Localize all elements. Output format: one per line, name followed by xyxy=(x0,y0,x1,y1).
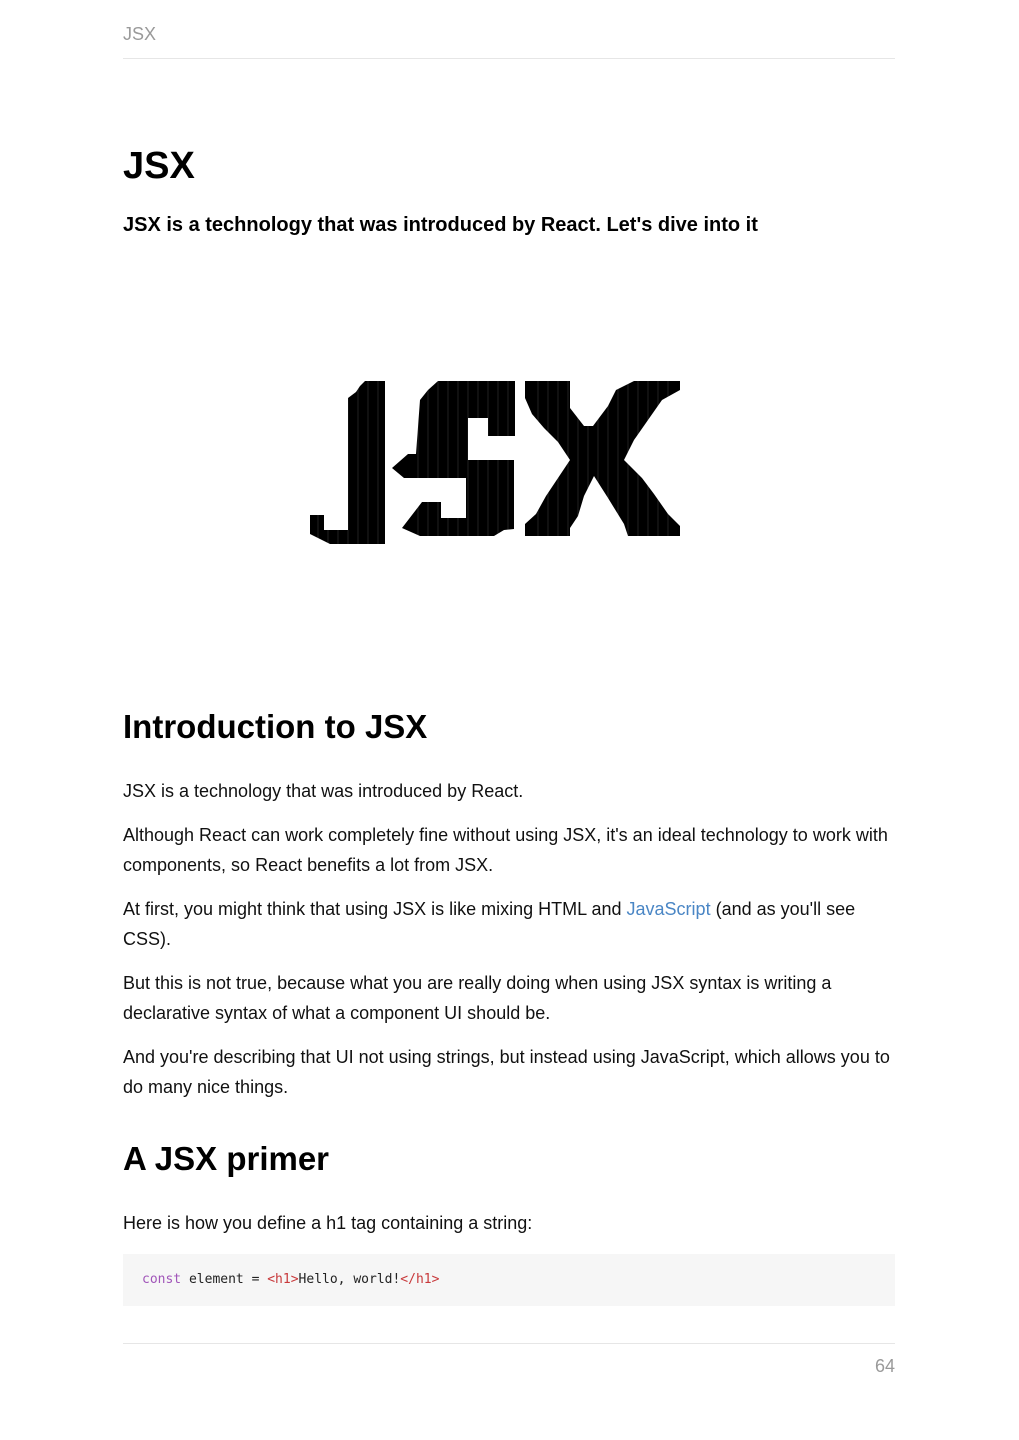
document-page xyxy=(123,0,895,1440)
footer-divider xyxy=(123,1343,895,1344)
code-string: Hello, world! xyxy=(298,1272,401,1287)
intro-paragraph-1: JSX is a technology that was introduced by React. xyxy=(123,781,524,801)
running-header: JSX xyxy=(123,24,157,44)
intro-paragraph-3 xyxy=(123,895,895,954)
jsx-logo-image xyxy=(308,378,683,548)
code-open-tag: <h1> xyxy=(267,1272,299,1287)
chapter-subtitle: JSX is a technology that was introduced by React. Let's dive into it xyxy=(123,214,758,236)
page-number: 64 xyxy=(874,1356,895,1376)
jsx-logo-icon xyxy=(308,378,683,548)
javascript-link[interactable]: JavaScript xyxy=(626,899,711,919)
code-block xyxy=(123,1254,895,1306)
section-heading-jsx-primer: A JSX primer xyxy=(123,1140,330,1177)
intro-paragraph-5: And you're describing that UI not using strings, but instead using JavaScript, which allows you to do many nice things. xyxy=(123,1047,890,1097)
intro-paragraph-4: But this is not true, because what you are really doing when using JSX syntax is writing a declarative syntax of what a component UI should be. xyxy=(123,973,832,1023)
code-text: element = xyxy=(181,1272,268,1287)
section-heading-introduction: Introduction to JSX xyxy=(123,708,428,745)
intro-paragraph-3-text-before: At first, you might think that using JSX is like mixing HTML and xyxy=(123,899,627,919)
chapter-title: JSX xyxy=(123,145,195,187)
intro-paragraph-2: Although React can work completely fine without using JSX, it's an ideal technology to work with components, so React benefits a lot from JSX. xyxy=(123,825,888,875)
code-keyword: const xyxy=(142,1272,182,1287)
code-close-tag: </h1> xyxy=(400,1272,440,1287)
header-divider xyxy=(123,58,895,59)
primer-paragraph-1: Here is how you define a h1 tag containing a string: xyxy=(123,1213,533,1233)
intro-paragraph-3-text-after: (and as you'll see CSS). xyxy=(123,899,856,949)
